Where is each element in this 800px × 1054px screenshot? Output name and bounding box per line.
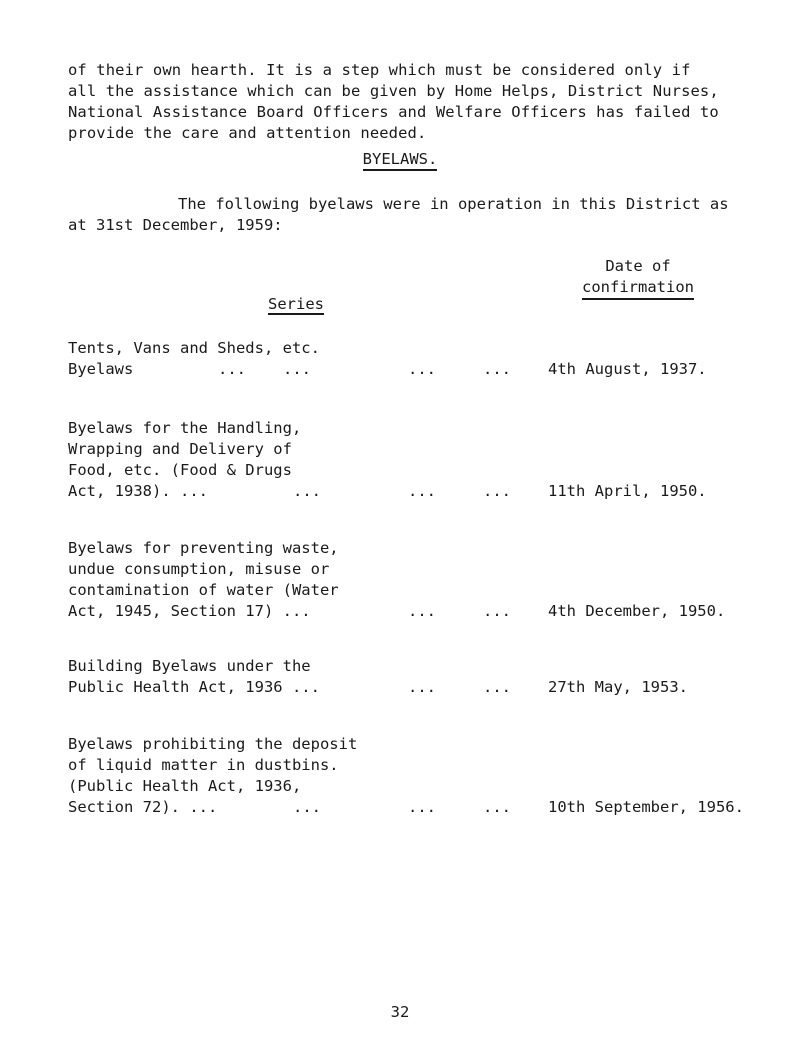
leader-dots: ... <box>483 678 511 696</box>
byelaw-entry <box>68 538 788 622</box>
entry-line: Wrapping and Delivery of <box>68 440 292 458</box>
lead-paragraph <box>68 194 778 236</box>
entry-line: Tents, Vans and Sheds, etc. <box>68 339 320 357</box>
column-header-date-line2: confirmation <box>582 277 694 300</box>
leader-dots: ... <box>408 482 436 500</box>
confirmation-date: 4th December, 1950. <box>548 602 726 620</box>
confirmation-date: 11th April, 1950. <box>548 482 707 500</box>
leader-dots: ... <box>483 798 511 816</box>
confirmation-date: 4th August, 1937. <box>548 360 707 378</box>
column-header-date <box>548 256 728 300</box>
confirmation-date: 27th May, 1953. <box>548 678 688 696</box>
byelaw-entry <box>68 338 788 380</box>
entry-line: Byelaws prohibiting the deposit <box>68 735 358 753</box>
section-heading-text: BYELAWS. <box>363 150 438 171</box>
entry-line: Food, etc. (Food & Drugs <box>68 461 292 479</box>
intro-paragraph <box>68 60 768 144</box>
page-number: 32 <box>390 1003 410 1021</box>
column-header-series-text: Series <box>268 295 324 313</box>
leader-dots: ... <box>408 360 436 378</box>
byelaw-entry <box>68 734 788 818</box>
entry-line: contamination of water (Water <box>68 581 339 599</box>
entry-line: undue consumption, misuse or <box>68 560 330 578</box>
entry-line: Byelaws <box>68 360 134 378</box>
leader-dots: ... <box>483 360 511 378</box>
entry-line: Building Byelaws under the <box>68 657 311 675</box>
leader-dots: ... <box>293 798 321 816</box>
leader-dots: ... <box>408 602 436 620</box>
byelaw-entry <box>68 656 788 698</box>
intro-line: of their own hearth. It is a step which must be considered only if <box>68 61 691 79</box>
column-header-date-line1: Date of <box>605 257 671 275</box>
entry-line: Section 72). ... <box>68 798 218 816</box>
leader-dots: ... <box>218 360 246 378</box>
entry-line: Public Health Act, 1936 ... <box>68 678 320 696</box>
entry-line: of liquid matter in dustbins. <box>68 756 339 774</box>
column-header-series <box>268 295 324 313</box>
intro-line: provide the care and attention needed. <box>68 124 427 142</box>
leader-dots: ... <box>408 678 436 696</box>
entry-line: (Public Health Act, 1936, <box>68 777 302 795</box>
confirmation-date: 10th September, 1956. <box>548 798 744 816</box>
byelaw-entry <box>68 418 788 502</box>
intro-line: all the assistance which can be given by Home Helps, District Nurses, <box>68 82 719 100</box>
leader-dots: ... <box>293 482 321 500</box>
intro-line: National Assistance Board Officers and Welfare Officers has failed to <box>68 103 719 121</box>
leader-dots: ... <box>483 602 511 620</box>
lead-line: The following byelaws were in operation in this District as <box>178 195 729 213</box>
entry-line: Byelaws for preventing waste, <box>68 539 339 557</box>
section-heading <box>0 150 800 168</box>
entry-line: Act, 1938). ... <box>68 482 208 500</box>
entry-line: Byelaws for the Handling, <box>68 419 302 437</box>
lead-line: at 31st December, 1959: <box>68 216 283 234</box>
entry-line: Act, 1945, Section 17) ... <box>68 602 311 620</box>
leader-dots: ... <box>483 482 511 500</box>
leader-dots: ... <box>283 360 311 378</box>
leader-dots: ... <box>408 798 436 816</box>
